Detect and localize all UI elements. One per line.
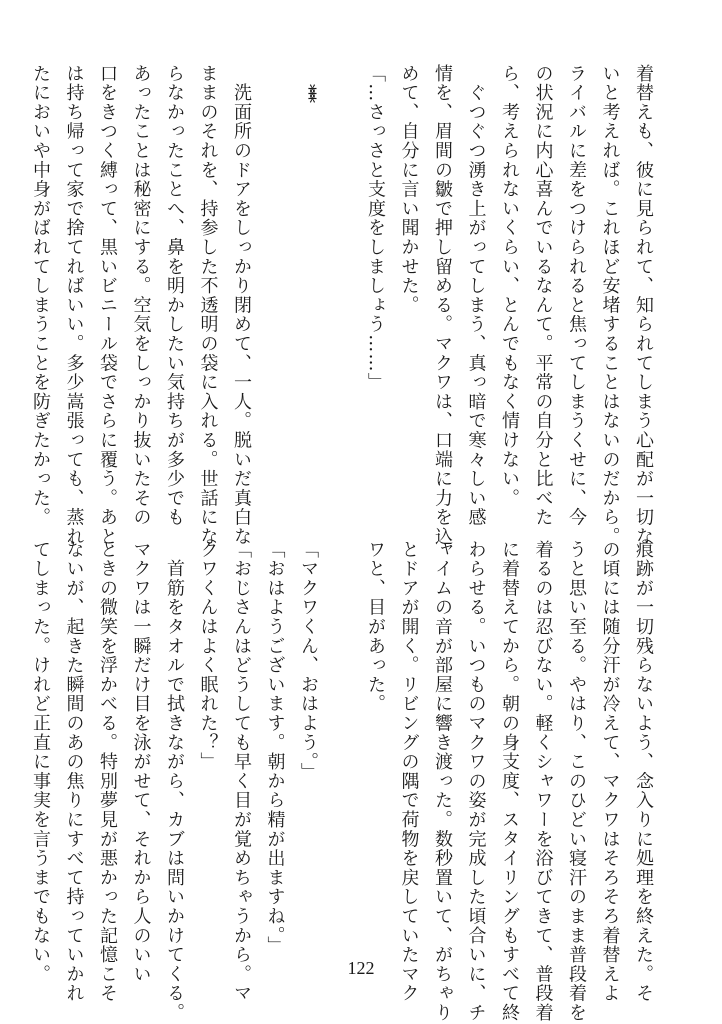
text-line: マクワは一瞬だけ目を泳がせて、それから人のいい <box>130 540 152 984</box>
text-line: 「…さっさと支度をしましょう……」 <box>365 64 386 393</box>
text-line: ときの微笑を浮かべる。特別夢見が悪かった記憶こそ <box>97 540 118 1004</box>
text-line: うと思い至る。やはり、このひどい寝汗のまま普段着を <box>566 540 587 1023</box>
text-line: ままのそれを、持参した不透明の袋に入れる。世話にな <box>197 64 219 547</box>
text-line: の頃には随分汗が冷えて、マクワはそろそろ着替えよ <box>599 540 621 1004</box>
text-line: *** <box>298 84 319 99</box>
text-line: ら、考えられないくらい、とんでもなく情けない。 <box>499 64 520 508</box>
text-line: クワくんはよく眠れた？」 <box>197 540 219 772</box>
text-line: ライバルに差をつけられると焦ってしまうくせに、今 <box>566 64 587 528</box>
text-line: めて、自分に言い聞かせた。 <box>398 64 420 315</box>
text-line <box>258 64 292 484</box>
text-line: らなかったことへ、鼻を明かしたい気持ちが多少でも <box>164 64 185 528</box>
text-line: ないが、起きた瞬間のあの焦りにすべて持っていかれ <box>63 540 85 1004</box>
text-line: 痕跡が一切残らないよう、念入りに処理を終えた。そ <box>633 540 654 1004</box>
text-line: 洗面所のドアをしっかり閉めて、一人。脱いだ真白な <box>231 64 252 547</box>
text-line: の状況に内心喜んでいるなんて。平常の自分と比べた <box>532 64 554 528</box>
text-line: ャイムの音が部屋に響き渡った。数秒置いて、がちゃり <box>432 540 453 1023</box>
text-line: 口をきつく縛って、黒いビニール袋でさらに覆う。あと <box>97 64 118 547</box>
text-line: 情を、眉間の皺で押し留める。マクワは、口端に力を込 <box>432 64 453 547</box>
text-line: 着るのは忍びない。軽くシャワーを浴びてきて、普段着 <box>532 540 554 1023</box>
text-line: わらせる。いつものマクワの姿が完成した頃合いに、チ <box>465 540 487 1023</box>
upper-text-block <box>30 64 660 547</box>
text-line <box>325 540 359 924</box>
text-line: は持ち帰って家で捨てればいい。多少嵩張っても、蒸れ <box>63 64 85 547</box>
text-line: あったことは秘密にする。空気をしっかり抜いたその <box>130 64 152 528</box>
text-line <box>325 64 359 484</box>
text-line: 首筋をタオルで拭きながら、カブは問いかけてくる。 <box>164 540 185 1023</box>
text-line: 着替えも、彼に見られて、知られてしまう心配が一切な <box>633 64 654 547</box>
text-line: 「おじさんはどうしても早く目が覚めちゃうから。マ <box>231 540 252 1004</box>
text-line: とドアが開く。リビングの隅で荷物を戻していたマク <box>398 540 420 1004</box>
text-line: いと考えれば。これほど安堵することはないのだから。 <box>599 64 621 547</box>
text-line: に着替えてから。朝の身支度、スタイリングもすべて終 <box>499 540 520 1023</box>
text-line: てしまった。けれど正直に事実を言うまでもない。 <box>30 540 51 984</box>
text-line: 「マクワくん、おはよう。」 <box>298 540 319 782</box>
text-line: ワと、目があった。 <box>365 540 386 714</box>
text-line: 「おはようございます。朝から精が出ますね。」 <box>264 540 286 956</box>
page-number: 122 <box>347 958 375 978</box>
text-line: たにおいや中身がばれてしまうことを防ぎたかった。 <box>30 64 51 528</box>
text-line: ぐつぐつ湧き上がってしまう、真っ暗で寒々しい感 <box>465 64 487 528</box>
